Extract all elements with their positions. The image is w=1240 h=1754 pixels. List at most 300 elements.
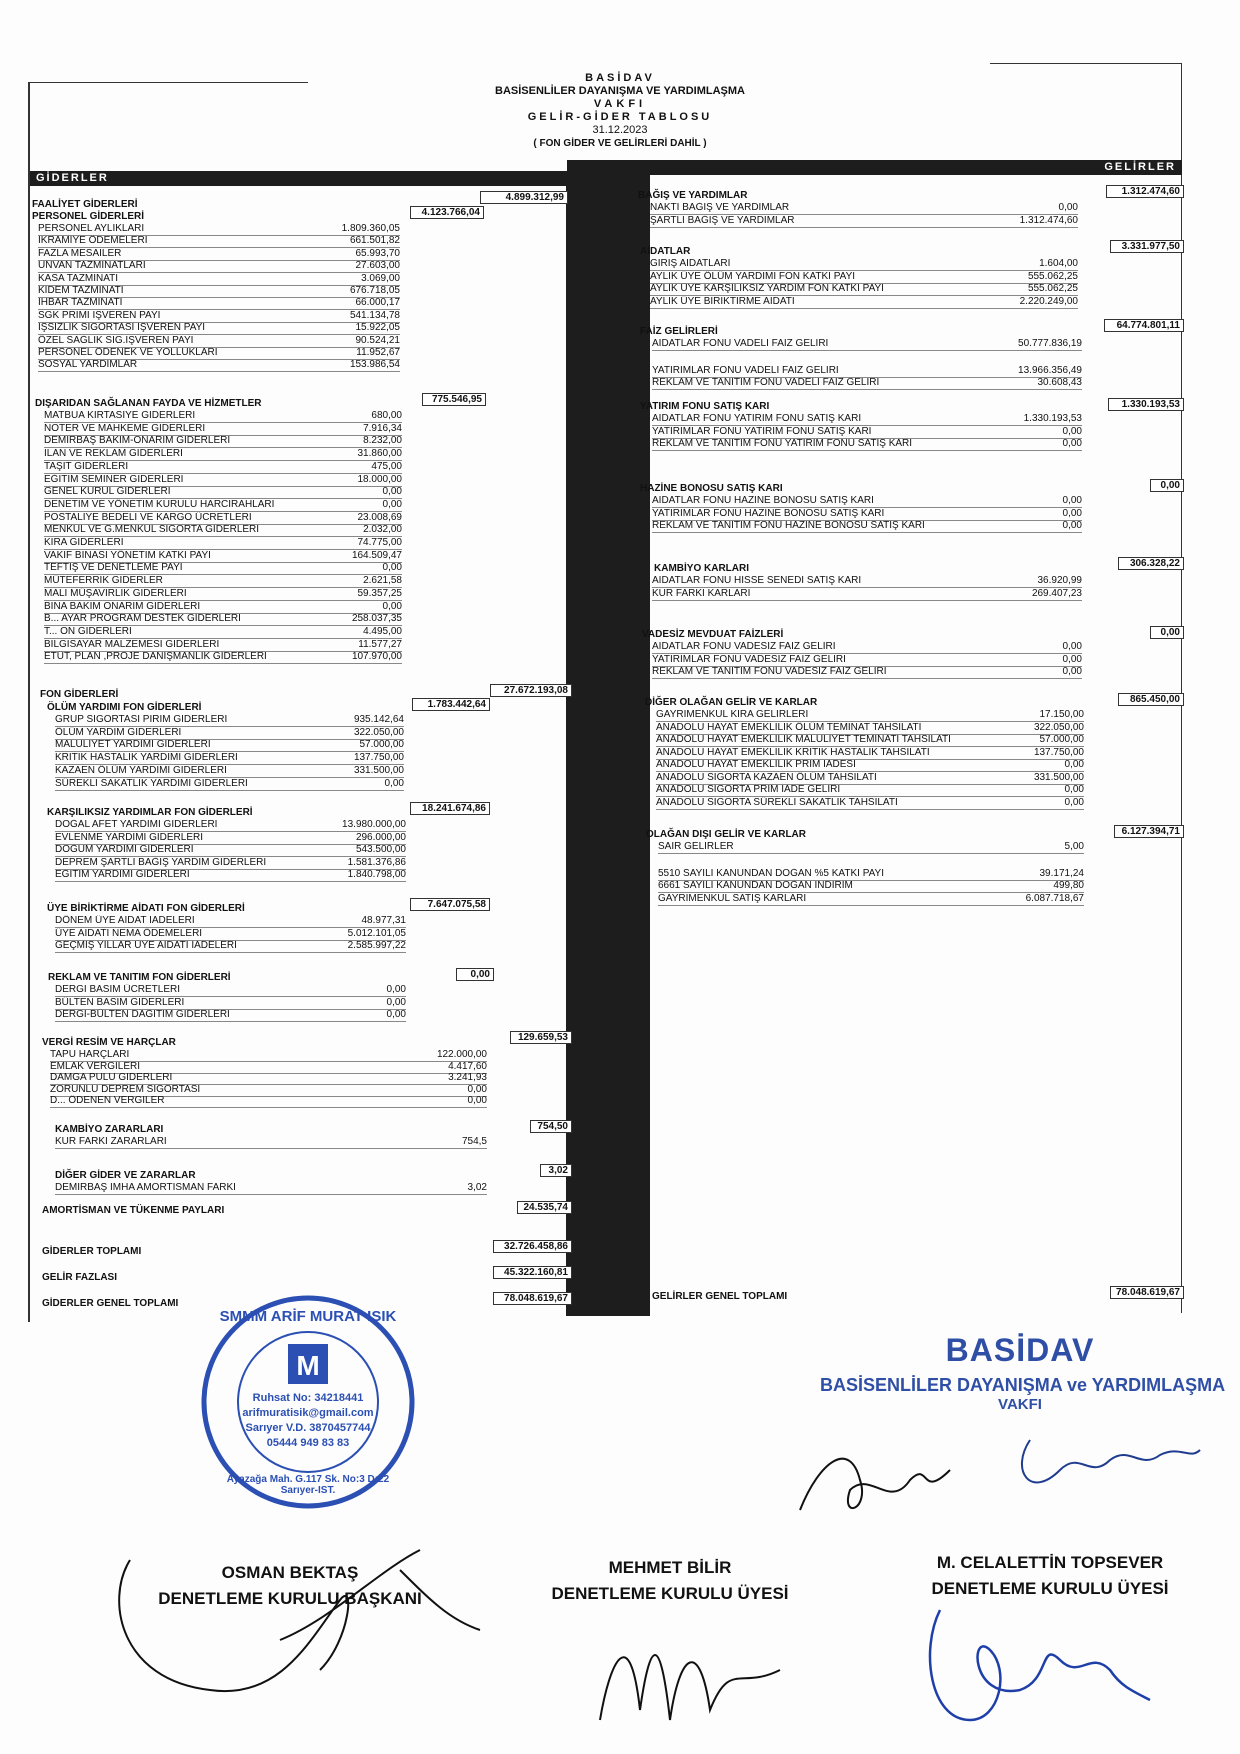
karsiliksiz-item-row bbox=[55, 844, 406, 856]
yatirim-item-label: REKLAM VE TANITIM FONU YATIRIM FONU SATIŞ KARI bbox=[652, 438, 913, 449]
diger-item-row bbox=[656, 734, 1084, 746]
karsiliksiz-item-label: EVLENME YARDIMI GİDERLERİ bbox=[55, 831, 203, 843]
karsiliksiz-item-value: 1.840.798,00 bbox=[347, 869, 406, 880]
aidat-item-value: 1.604,00 bbox=[1039, 258, 1078, 269]
signatory-2-title: DENETLEME KURULU ÜYESİ bbox=[551, 1584, 789, 1603]
gelirler-bar bbox=[567, 160, 1182, 175]
personel-heading: PERSONEL GİDERLERİ bbox=[32, 211, 145, 222]
vergi-item-label: DAMGA PULU GİDERLERİ bbox=[50, 1072, 173, 1084]
hazine-item-value: 0,00 bbox=[1062, 495, 1082, 506]
bagis-item-label: ŞARTLI BAĞIŞ VE YARDIMLAR bbox=[650, 214, 795, 226]
stamp-email: arifmuratisik@gmail.com bbox=[242, 1407, 374, 1419]
aidat-item-label: GİRİŞ AİDATLARI bbox=[650, 258, 731, 269]
header-note: ( FON GİDER VE GELİRLERİ DAHİL ) bbox=[533, 138, 707, 149]
olum-item-row bbox=[55, 727, 404, 739]
personel-item-value: 153.986,54 bbox=[349, 359, 400, 371]
hazine-item-label: YATIRIMLAR FONU HAZİNE BONOSU SATIŞ KARI bbox=[652, 507, 885, 519]
personel-item-value: 661.501,82 bbox=[349, 235, 400, 247]
reklam-item-value: 0,00 bbox=[386, 996, 406, 1008]
personel-item-label: KASA TAZMİNATI bbox=[38, 272, 119, 284]
disaridan-item-label: İLAN VE REKLAM GİDERLERİ bbox=[44, 448, 183, 460]
olum-item-label: KAZAEN ÖLÜM YARDIMI GİDERLERİ bbox=[55, 764, 227, 776]
header-vakfi: VAKFI bbox=[593, 98, 647, 110]
signatory-3-title: DENETLEME KURULU ÜYESİ bbox=[931, 1579, 1169, 1598]
disaridan-item-value: 74.775,00 bbox=[357, 537, 402, 548]
diger-item-value: 0,00 bbox=[1064, 759, 1084, 770]
olagandisi-item-row bbox=[658, 868, 1084, 880]
personel-item-value: 541.134,78 bbox=[349, 309, 400, 321]
disaridan-item-label: BİNA BAKIM ONARIM GİDERLERİ bbox=[44, 600, 201, 612]
vadesiz-item-row bbox=[652, 641, 1082, 653]
vergi-item-label: ZORUNLU DEPREM SİGORTASI bbox=[50, 1083, 201, 1095]
birikim-total: 7.647.075,58 bbox=[410, 898, 490, 911]
yatirim-item-value: 0,00 bbox=[1062, 438, 1082, 449]
olagandisi-item-label: GAYRİMENKUL SATIŞ KARLARI bbox=[658, 892, 807, 904]
personel-item-value: 11.952,67 bbox=[356, 347, 400, 358]
reklam-item-label: BÜLTEN BASIM GİDERLERİ bbox=[55, 996, 185, 1008]
disaridan-item-value: 0,00 bbox=[382, 486, 402, 498]
disaridan-item-value: 0,00 bbox=[382, 562, 402, 574]
hazine-item-label: AİDATLAR FONU HAZİNE BONOSU SATIŞ KARI bbox=[652, 495, 874, 506]
disaridan-item-value: 18.000,00 bbox=[357, 473, 402, 485]
olagandisi-item-label: SAİR GELİRLER bbox=[658, 841, 734, 852]
hazine-item-row bbox=[652, 508, 1082, 520]
fazla-heading: GELİR FAZLASI bbox=[42, 1272, 117, 1283]
personel-item-value: 676.718,05 bbox=[349, 285, 400, 296]
personel-item-row bbox=[38, 322, 400, 334]
olagandisi-total: 6.127.394,71 bbox=[1114, 825, 1184, 838]
diger-item-value: 0,00 bbox=[1064, 784, 1084, 795]
bagis-item-row bbox=[650, 215, 1078, 227]
diger-item-value: 331.500,00 bbox=[1033, 771, 1084, 783]
kambiyo-item-label: KUR FARKI ZARARLARI bbox=[55, 1136, 167, 1147]
disaridan-item-row bbox=[44, 575, 402, 587]
disaridan-item-row bbox=[44, 448, 402, 460]
faiz-item-row bbox=[652, 338, 1082, 350]
olum-item-value: 331.500,00 bbox=[353, 764, 404, 776]
bagis-heading: BAĞIŞ VE YARDIMLAR bbox=[638, 190, 748, 201]
center-divider bbox=[566, 171, 650, 1316]
yatirim-item-row bbox=[652, 438, 1082, 450]
disaridan-item-row bbox=[44, 435, 402, 447]
faiz-item-value: 50.777.836,19 bbox=[1018, 338, 1082, 349]
aidat-item-row bbox=[650, 283, 1078, 295]
faiz-heading: FAİZ GELİRLERİ bbox=[640, 326, 718, 337]
disaridan-item-label: POSTALİYE BEDELİ VE KARGO ÜCRETLERİ bbox=[44, 511, 252, 523]
vergi-heading: VERGİ RESİM VE HARÇLAR bbox=[42, 1037, 176, 1048]
vadesiz-total: 0,00 bbox=[1150, 626, 1184, 639]
olagandisi-item-rule bbox=[658, 853, 1084, 854]
disaridan-item-label: MATBUA KIRTASİYE GİDERLERİ bbox=[44, 410, 196, 421]
reklam-heading: REKLAM VE TANITIM FON GİDERLERİ bbox=[48, 972, 231, 983]
disaridan-item-value: 11.577,27 bbox=[358, 638, 402, 650]
hazine-item-rule bbox=[652, 532, 1082, 533]
disaridan-item-value: 0,00 bbox=[382, 600, 402, 612]
yatirim-heading: YATIRIM FONU SATIŞ KARI bbox=[640, 401, 770, 412]
olum-total: 1.783.442,64 bbox=[412, 698, 490, 711]
bagis-total: 1.312.474,60 bbox=[1106, 185, 1184, 198]
faiz-item-label: YATIRIMLAR FONU VADELİ FAİZ GELİRİ bbox=[652, 364, 839, 376]
stamp-tel: 05444 949 83 83 bbox=[266, 1437, 350, 1449]
personel-item-row bbox=[38, 335, 400, 347]
disaridan-item-value: 2.032,00 bbox=[363, 524, 402, 536]
disaridan-item-label: DENETİM VE YÖNETİM KURULU HARCIRAHLARI bbox=[44, 498, 275, 510]
olum-item-row bbox=[55, 714, 404, 726]
kambiyo-item-label: AİDATLAR FONU HİSSE SENEDİ SATIŞ KARI bbox=[652, 575, 862, 586]
olum-item-value: 57.000,00 bbox=[359, 739, 404, 751]
faiz-item-rule bbox=[652, 389, 1082, 390]
olagandisi-item-label: 5510 SAYILI KANUNDAN DOĞAN %5 KATKI PAYI bbox=[658, 867, 885, 879]
disaridan-item-label: B... AYAR PROGRAM DESTEK GİDERLERİ bbox=[44, 613, 241, 625]
olum-item-row bbox=[55, 765, 404, 777]
aidat-item-value: 2.220.249,00 bbox=[1019, 295, 1078, 307]
header-foundation: BASİSENLİLER DAYANIŞMA VE YARDIMLAŞMA bbox=[495, 85, 745, 97]
vadesiz-item-label: REKLAM VE TANITIM FONU VADESİZ FAİZ GELİRİ bbox=[652, 666, 887, 677]
diger-heading: DİĞER GİDER VE ZARARLAR bbox=[55, 1170, 196, 1181]
gelirler-title: GELİRLER bbox=[1104, 161, 1176, 173]
vadesiz-item-value: 0,00 bbox=[1062, 653, 1082, 665]
diger-heading: DİĞER OLAĞAN GELİR VE KARLAR bbox=[645, 697, 818, 708]
seal-name: BASİSENLİLER DAYANIŞMA ve YARDIMLAŞMA bbox=[820, 1375, 1226, 1395]
disaridan-item-row bbox=[44, 524, 402, 536]
olum-heading: ÖLÜM YARDIMI FON GİDERLERİ bbox=[47, 702, 202, 713]
reklam-item-label: DERGİ-BÜLTEN DAĞITIM GİDERLERİ bbox=[55, 1009, 230, 1020]
seal-abbr: BASİDAV bbox=[945, 1332, 1095, 1368]
personel-item-value: 66.000,17 bbox=[355, 297, 400, 309]
birikim-item-label: GEÇMİŞ YILLAR ÜYE AİDATI İADELERİ bbox=[55, 940, 237, 951]
document-header bbox=[0, 72, 1240, 150]
yatirim-item-row bbox=[652, 413, 1082, 425]
karsiliksiz-item-value: 1.581.376,86 bbox=[347, 856, 406, 868]
karsiliksiz-item-rule bbox=[55, 881, 406, 882]
personel-item-rule bbox=[38, 371, 400, 372]
diger-item-label: GAYRİMENKUL KİRA GELİRLERİ bbox=[656, 709, 809, 720]
vergi-item-value: 3.241,93 bbox=[448, 1072, 487, 1084]
birikim-item-row bbox=[55, 915, 406, 927]
olum-item-value: 137.750,00 bbox=[353, 752, 404, 764]
accountant-stamp bbox=[198, 1292, 418, 1512]
vadesiz-item-value: 0,00 bbox=[1062, 666, 1082, 677]
birikim-item-value: 2.585.997,22 bbox=[347, 940, 406, 951]
reklam-item-row bbox=[55, 997, 406, 1009]
olagandisi-item-rule bbox=[658, 905, 1084, 906]
diger-item-label: ANADOLU SİGORTA SÜREKLİ SAKATLIK TAHSİLATI bbox=[656, 796, 898, 808]
personel-item-row bbox=[38, 359, 400, 371]
olagandisi-item-value: 499,80 bbox=[1053, 880, 1084, 891]
kambiyo-heading: KAMBİYO ZARARLARI bbox=[55, 1124, 164, 1135]
disaridan-item-value: 31.860,00 bbox=[357, 448, 402, 460]
faaliyet-heading: FAALİYET GİDERLERİ bbox=[32, 199, 138, 210]
fon-total: 27.672.193,08 bbox=[490, 684, 572, 697]
disaridan-item-value: 2.621,58 bbox=[363, 575, 402, 587]
olum-item-row bbox=[55, 752, 404, 764]
vergi-item-label: EMLAK VERGİLERİ bbox=[50, 1060, 141, 1072]
signatory-2 bbox=[530, 1555, 810, 1607]
disaridan-item-label: BİLGİSAYAR MALZEMESİ GİDERLERİ bbox=[44, 638, 220, 650]
karsiliksiz-item-row bbox=[55, 819, 406, 831]
personel-item-row bbox=[38, 347, 400, 359]
vergi-item-value: 4.417,60 bbox=[448, 1060, 487, 1072]
personel-item-row bbox=[38, 260, 400, 272]
giderler-bar bbox=[30, 171, 567, 186]
faiz-item-row bbox=[652, 365, 1082, 377]
diger-item-row bbox=[55, 1182, 487, 1194]
hazine-item-row bbox=[652, 520, 1082, 532]
disaridan-item-value: 475,00 bbox=[371, 460, 402, 472]
stamp-vd: Sarıyer V.D. 3870457744 bbox=[245, 1422, 371, 1434]
olum-item-row bbox=[55, 778, 404, 790]
disaridan-item-row bbox=[44, 626, 402, 638]
personel-item-value: 27.603,00 bbox=[355, 260, 400, 272]
kambiyo-item-value: 269.407,23 bbox=[1031, 587, 1082, 599]
kambiyo-total: 754,50 bbox=[530, 1120, 572, 1133]
diger-total: 865.450,00 bbox=[1118, 693, 1184, 706]
olum-item-value: 322.050,00 bbox=[353, 726, 404, 738]
disaridan-item-value: 258.037,35 bbox=[351, 613, 402, 625]
diger-item-label: ANADOLU SİGORTA KAZAEN ÖLÜM TAHSİLATI bbox=[656, 771, 877, 783]
disaridan-item-row bbox=[44, 461, 402, 473]
disaridan-item-row bbox=[44, 486, 402, 498]
director-signature-icon bbox=[780, 1400, 1220, 1530]
reklam-item-value: 0,00 bbox=[386, 1009, 406, 1020]
diger-total: 3,02 bbox=[540, 1164, 572, 1177]
birikim-item-label: DÖNEM ÜYE AİDAT İADELERİ bbox=[55, 915, 195, 926]
disaridan-item-rule bbox=[44, 663, 402, 664]
disaridan-item-row bbox=[44, 550, 402, 562]
personel-item-label: SOSYAL YARDIMLAR bbox=[38, 359, 138, 371]
yatirim-item-row bbox=[652, 426, 1082, 438]
vadesiz-item-label: YATIRIMLAR FONU VADESİZ FAİZ GELİRİ bbox=[652, 653, 846, 665]
personel-item-row bbox=[38, 285, 400, 297]
disaridan-item-label: VAKIF BİNASI YÖNETİM KATKI PAYI bbox=[44, 549, 211, 561]
signatory-3 bbox=[900, 1550, 1200, 1602]
faiz-item-rule bbox=[652, 350, 1082, 351]
vergi-item-rule bbox=[50, 1107, 487, 1108]
diger-item-row bbox=[656, 784, 1084, 796]
disaridan-item-value: 8.232,00 bbox=[363, 435, 402, 447]
karsiliksiz-item-label: DOĞUM YARDIMI GİDERLERİ bbox=[55, 844, 194, 855]
aidat-item-rule bbox=[650, 308, 1078, 309]
personel-item-value: 15.922,05 bbox=[355, 322, 400, 334]
fazla-total: 45.322.160,81 bbox=[493, 1266, 572, 1279]
karsiliksiz-heading: KARŞILIKSIZ YARDIMLAR FON GİDERLERİ bbox=[47, 807, 253, 818]
yatirim-item-label: YATIRIMLAR FONU YATIRIM FONU SATIŞ KARI bbox=[652, 425, 872, 437]
header-title: GELİR-GİDER TABLOSU bbox=[527, 111, 713, 123]
genel-total: 78.048.619,67 bbox=[493, 1292, 572, 1305]
amortisman-total: 24.535,74 bbox=[517, 1201, 572, 1214]
disaridan-item-row bbox=[44, 639, 402, 651]
disaridan-item-value: 107.970,00 bbox=[351, 651, 402, 663]
kambiyo-heading: KAMBİYO KARLARI bbox=[654, 563, 749, 574]
aidat-item-row bbox=[650, 258, 1078, 270]
personel-item-value: 90.524,21 bbox=[355, 334, 400, 346]
kambiyo-item-value: 36.920,99 bbox=[1037, 575, 1082, 586]
toplam-heading: GİDERLER TOPLAMI bbox=[42, 1246, 142, 1257]
reklam-item-value: 0,00 bbox=[386, 984, 406, 995]
birikim-item-rule bbox=[55, 952, 406, 953]
personel-item-row bbox=[38, 248, 400, 260]
disaridan-item-label: DEMİRBAŞ BAKIM-ONARIM GİDERLERİ bbox=[44, 435, 231, 447]
kambiyo-item-row bbox=[652, 588, 1082, 600]
diger-item-label: DEMİRBAŞ İMHA AMORTİSMAN FARKI bbox=[55, 1182, 236, 1193]
disaridan-item-value: 4.495,00 bbox=[363, 625, 402, 637]
karsiliksiz-item-value: 296.000,00 bbox=[355, 831, 406, 843]
frame-top-right bbox=[990, 63, 1182, 64]
diger-item-value: 322.050,00 bbox=[1033, 721, 1084, 733]
olagandisi-item-value: 6.087.718,67 bbox=[1025, 892, 1084, 904]
disaridan-item-row bbox=[44, 423, 402, 435]
disaridan-item-value: 680,00 bbox=[371, 410, 402, 421]
vergi-item-row bbox=[50, 1072, 487, 1084]
aidat-item-label: AYLIK ÜYE ÖLÜM YARDIMI FON KATKI PAYI bbox=[650, 270, 856, 282]
genel-heading: GELİRLER GENEL TOPLAMI bbox=[652, 1291, 788, 1302]
faiz-item-value: 13.966.356,49 bbox=[1018, 364, 1082, 376]
hazine-heading: HAZİNE BONOSU SATIŞ KARI bbox=[640, 483, 783, 494]
header-date: 31.12.2023 bbox=[592, 124, 648, 136]
reklam-item-row bbox=[55, 1009, 406, 1021]
karsiliksiz-item-row bbox=[55, 857, 406, 869]
disaridan-item-label: GENEL KURUL GİDERLERİ bbox=[44, 486, 171, 498]
vergi-item-label: D... ÖDENEN VERGİLER bbox=[50, 1095, 165, 1107]
diger-item-row bbox=[656, 797, 1084, 809]
olagandisi-heading: OLAĞAN DIŞI GELİR VE KARLAR bbox=[646, 829, 807, 840]
vadesiz-item-row bbox=[652, 654, 1082, 666]
personel-item-row bbox=[38, 223, 400, 235]
karsiliksiz-item-label: EĞİTİM YARDIMI GİDERLERİ bbox=[55, 869, 190, 880]
birikim-item-row bbox=[55, 928, 406, 940]
disaridan-item-row bbox=[44, 562, 402, 574]
aidat-item-value: 555.062,25 bbox=[1027, 283, 1078, 294]
disaridan-item-value: 0,00 bbox=[382, 498, 402, 510]
yatirim-item-rule bbox=[652, 450, 1082, 451]
aidat-heading: AİDATLAR bbox=[640, 246, 691, 257]
olagandisi-item-row bbox=[658, 841, 1084, 853]
hazine-item-value: 0,00 bbox=[1062, 507, 1082, 519]
karsiliksiz-item-value: 543.500,00 bbox=[355, 844, 406, 855]
genel-total: 78.048.619,67 bbox=[1110, 1286, 1184, 1299]
reklam-item-label: DERGİ BASIM ÜCRETLERİ bbox=[55, 984, 181, 995]
diger-item-label: ANADOLU HAYAT EMEKLİLİK ÖLÜM TEMİNAT TAHSİLATI bbox=[656, 721, 922, 733]
diger-item-rule bbox=[55, 1194, 487, 1195]
olum-item-row bbox=[55, 739, 404, 751]
disaridan-item-value: 7.916,34 bbox=[363, 422, 402, 434]
kambiyo-item-label: KUR FARKI KARLARI bbox=[652, 587, 751, 599]
personel-total: 4.123.766,04 bbox=[410, 206, 484, 219]
faiz-item-label: AİDATLAR FONU VADELİ FAİZ GELİRİ bbox=[652, 338, 829, 349]
hazine-item-row bbox=[652, 495, 1082, 507]
olagandisi-item-label: 6661 SAYILI KANUNDAN DOĞAN İNDİRİM bbox=[658, 880, 853, 891]
bagis-item-label: NAKTİ BAĞIŞ VE YARDIMLAR bbox=[650, 202, 790, 213]
disaridan-item-label: NOTER VE MAHKEME GİDERLERİ bbox=[44, 422, 206, 434]
disaridan-item-label: MENKUL VE G.MENKUL SİGORTA GİDERLERİ bbox=[44, 524, 260, 536]
diger-item-row bbox=[656, 772, 1084, 784]
disaridan-item-value: 23.008,69 bbox=[357, 511, 402, 523]
genel-heading: GİDERLER GENEL TOPLAMI bbox=[42, 1298, 179, 1309]
faiz-item-row bbox=[652, 377, 1082, 389]
fon-heading: FON GİDERLERİ bbox=[40, 689, 119, 700]
vadesiz-heading: VADESİZ MEVDUAT FAİZLERİ bbox=[642, 629, 784, 640]
aidat-item-row bbox=[650, 271, 1078, 283]
olum-item-label: MALULİYET YARDIMI GİDERLERİ bbox=[55, 739, 211, 751]
bagis-item-rule bbox=[650, 227, 1078, 228]
bagis-item-value: 1.312.474,60 bbox=[1019, 214, 1078, 226]
olagandisi-item-value: 39.171,24 bbox=[1039, 867, 1084, 879]
amortisman-heading: AMORTİSMAN VE TÜKENME PAYLARI bbox=[42, 1205, 225, 1216]
disaridan-item-row bbox=[44, 588, 402, 600]
disaridan-item-label: T... ON GİDERLERİ bbox=[44, 625, 132, 637]
stamp-ruhsat: Ruhsat No: 34218441 bbox=[252, 1392, 364, 1404]
personel-item-label: FAZLA MESAİLER bbox=[38, 247, 122, 259]
signatory-1-title: DENETLEME KURULU BAŞKANI bbox=[158, 1589, 422, 1608]
diger-item-value: 3,02 bbox=[467, 1182, 487, 1193]
diger-item-value: 0,00 bbox=[1064, 796, 1084, 808]
olum-item-label: ÖLÜM YARDIM GİDERLERİ bbox=[55, 726, 182, 738]
birikim-item-value: 5.012.101,05 bbox=[347, 927, 406, 939]
signature-2-icon bbox=[580, 1600, 810, 1740]
diger-item-label: ANADOLU HAYAT EMEKLİLİK MALULİYET TEMİNATI TAHSİLATI bbox=[656, 734, 951, 745]
diger-item-label: ANADOLU HAYAT EMEKLİLİK PRİM İADESİ bbox=[656, 759, 856, 770]
vadesiz-item-value: 0,00 bbox=[1062, 641, 1082, 652]
olum-item-label: SÜREKLİ SAKATLIK YARDIMI GİDERLERİ bbox=[55, 777, 248, 789]
aidat-item-value: 555.062,25 bbox=[1027, 270, 1078, 282]
faiz-item-label: REKLAM VE TANITIM FONU VADELİ FAİZ GELİRİ bbox=[652, 377, 880, 388]
vergi-item-row bbox=[50, 1084, 487, 1096]
faiz-item-value: 30.608,43 bbox=[1037, 377, 1082, 388]
diger-item-label: ANADOLU HAYAT EMEKLİLİK KRİTİK HASTALIK TAHSİLATI bbox=[656, 746, 930, 758]
diger-item-row bbox=[656, 722, 1084, 734]
olum-item-value: 935.142,64 bbox=[353, 714, 404, 725]
aidat-total: 3.331.977,50 bbox=[1110, 240, 1184, 253]
hazine-total: 0,00 bbox=[1150, 479, 1184, 492]
faiz-total: 64.774.801,11 bbox=[1104, 319, 1184, 332]
disaridan-item-row bbox=[44, 613, 402, 625]
karsiliksiz-item-label: DEPREM ŞARTLI BAĞIŞ YARDIM GİDERLERİ bbox=[55, 856, 267, 868]
personel-item-label: İŞSİZLİK SİGORTASI İŞVEREN PAYI bbox=[38, 322, 206, 334]
faaliyet-total: 4.899.312,99 bbox=[480, 191, 568, 204]
diger-item-row bbox=[656, 759, 1084, 771]
signatory-1-name: OSMAN BEKTAŞ bbox=[221, 1563, 359, 1582]
signatory-1 bbox=[140, 1560, 440, 1612]
seal-vakfi: VAKFI bbox=[998, 1396, 1042, 1413]
svg-text:M: M bbox=[296, 1350, 320, 1381]
kambiyo-item-row bbox=[55, 1136, 487, 1148]
yatirim-total: 1.330.193,53 bbox=[1108, 398, 1184, 411]
diger-item-rule bbox=[656, 809, 1084, 810]
olagandisi-item-row bbox=[658, 880, 1084, 892]
personel-item-row bbox=[38, 297, 400, 309]
toplam-total: 32.726.458,86 bbox=[493, 1240, 572, 1253]
vergi-item-row bbox=[50, 1061, 487, 1073]
personel-item-value: 65.993,70 bbox=[355, 247, 400, 259]
diger-item-label: ANADOLU SİGORTA PRİM İADE GELİRİ bbox=[656, 784, 841, 795]
giderler-title: GİDERLER bbox=[36, 172, 109, 184]
vergi-item-value: 0,00 bbox=[467, 1083, 487, 1095]
olagandisi-item-row bbox=[658, 893, 1084, 905]
stamp-name: SMMM ARİF MURAT IŞIK bbox=[219, 1308, 397, 1325]
disaridan-item-label: MALİ MÜŞAVİRLİK GİDERLERİ bbox=[44, 587, 187, 599]
personel-item-label: İHBAR TAZMİNATI bbox=[38, 297, 123, 309]
kambiyo-total: 306.328,22 bbox=[1118, 557, 1184, 570]
disaridan-item-row bbox=[44, 499, 402, 511]
hazine-item-label: REKLAM VE TANITIM FONU HAZİNE BONOSU SATIŞ KARI bbox=[652, 520, 925, 531]
disaridan-item-row bbox=[44, 651, 402, 663]
olagandisi-item-value: 5,00 bbox=[1064, 841, 1084, 852]
vergi-item-row bbox=[50, 1049, 487, 1061]
signature-3-icon bbox=[910, 1590, 1160, 1740]
personel-item-label: PERSONEL ÖDENEK VE YOLLUKLARI bbox=[38, 347, 218, 358]
reklam-total: 0,00 bbox=[456, 968, 494, 981]
olum-item-label: GRUP SİGORTASI PİRİM GİDERLERİ bbox=[55, 714, 228, 725]
